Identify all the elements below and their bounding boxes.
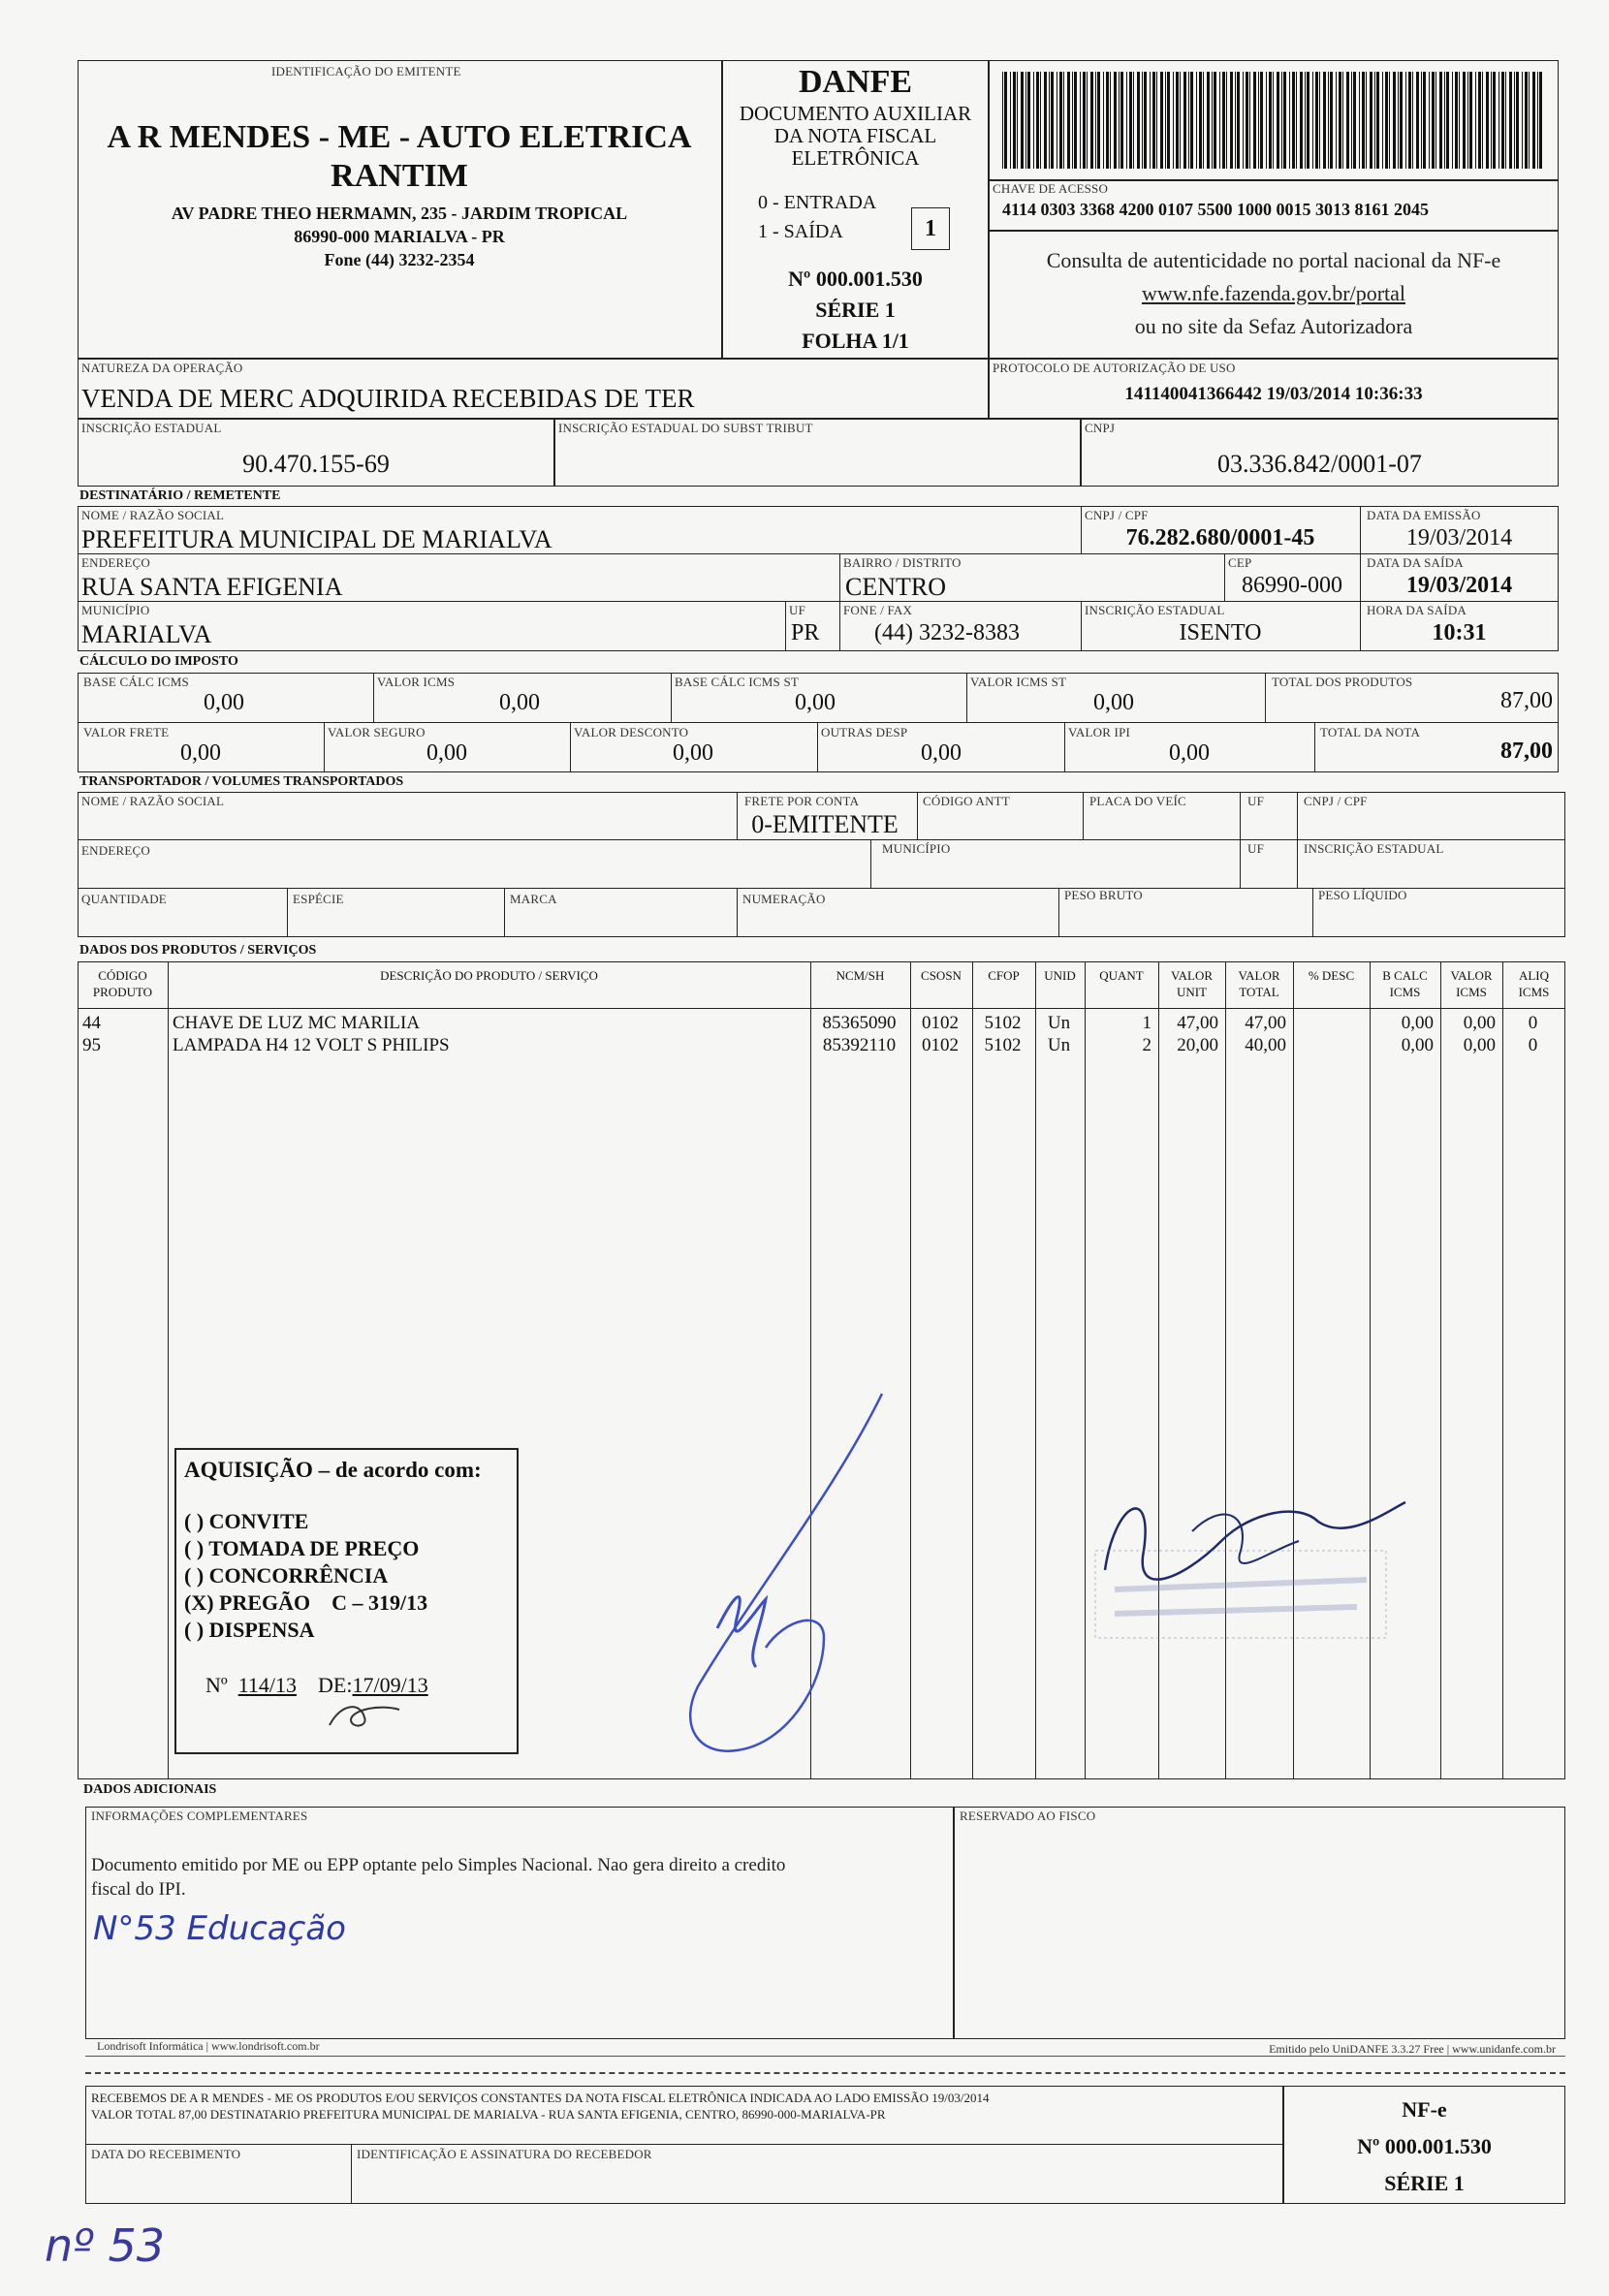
produtos-header-cell: VALOR ICMS bbox=[1450, 968, 1493, 999]
barcode-icon bbox=[1002, 72, 1545, 169]
imp-vl-7 bbox=[817, 722, 818, 772]
emitente-name-line1: A R MENDES - ME - AUTO ELETRICA bbox=[107, 119, 692, 155]
imposto-section: CÁLCULO DO IMPOSTO bbox=[79, 654, 238, 669]
transp-vl-marca bbox=[504, 888, 505, 937]
transp-frete: 0-EMITENTE bbox=[751, 810, 899, 838]
canhoto-text bbox=[91, 2090, 989, 2123]
produtos-header-cell: B CALC ICMS bbox=[1382, 968, 1428, 999]
desconto: 0,00 bbox=[673, 740, 713, 766]
produtos-header-cell: VALOR TOTAL bbox=[1238, 968, 1280, 999]
stamp-initials-icon bbox=[322, 1698, 409, 1733]
dest-cep: 86990-000 bbox=[1242, 573, 1342, 598]
dest-vl-fone bbox=[839, 601, 840, 651]
produtos-cell: Un bbox=[1047, 1035, 1071, 1055]
transp-vl-num bbox=[737, 888, 738, 937]
produtos-cell: LAMPADA H4 12 VOLT S PHILIPS bbox=[173, 1035, 450, 1055]
produtos-cell: 0,00 bbox=[1463, 1035, 1496, 1055]
dest-bairro-caption: BAIRRO / DISTRITO bbox=[843, 555, 962, 570]
produtos-col-line bbox=[972, 961, 973, 1779]
transp-placa-caption: PLACA DO VEÍC bbox=[1089, 794, 1186, 808]
aquisicao-stamp bbox=[174, 1448, 519, 1754]
produtos-cell: 1 bbox=[1142, 1013, 1152, 1033]
danfe-numero-block bbox=[722, 264, 989, 357]
stamp-number-line bbox=[205, 1673, 428, 1698]
produtos-header-cell: ALIQ ICMS bbox=[1518, 968, 1550, 999]
canhoto-mid-line bbox=[85, 2144, 1283, 2145]
produtos-cell: 0 bbox=[1528, 1035, 1538, 1055]
dest-cep-caption: CEP bbox=[1228, 555, 1252, 570]
protocolo-caption: PROTOCOLO DE AUTORIZAÇÃO DE USO bbox=[993, 361, 1236, 375]
transp-qtd-caption: QUANTIDADE bbox=[81, 892, 167, 906]
danfe-numero: Nº 000.001.530 bbox=[788, 267, 923, 291]
transp-line-1 bbox=[78, 839, 1565, 840]
danfe-sub2: DA NOTA FISCAL bbox=[773, 124, 937, 147]
dest-hora: 10:31 bbox=[1432, 620, 1487, 645]
valor-icms-caption: VALOR ICMS bbox=[377, 675, 456, 689]
stamp-opt-concorrencia: ( ) CONCORRÊNCIA bbox=[184, 1563, 389, 1588]
produtos-cell: 40,00 bbox=[1245, 1035, 1286, 1055]
produtos-header-cell: UNID bbox=[1044, 968, 1076, 983]
cnpj-emit-caption: CNPJ bbox=[1085, 421, 1116, 435]
transp-especie-caption: ESPÉCIE bbox=[293, 892, 344, 906]
stamp-num-prefix: Nº bbox=[205, 1673, 228, 1697]
imp-vl-2 bbox=[671, 673, 672, 722]
transp-bruto-caption: PESO BRUTO bbox=[1064, 888, 1143, 902]
total-nota: 87,00 bbox=[1500, 739, 1553, 764]
imp-vl-9 bbox=[1314, 722, 1315, 772]
emitente-street: AV PADRE THEO HERMAMN, 235 - JARDIM TROPICAL bbox=[171, 204, 628, 223]
imp-vl-4 bbox=[1265, 673, 1266, 722]
produtos-header-cell: CÓDIGO PRODUTO bbox=[92, 968, 153, 999]
dest-uf: PR bbox=[791, 620, 820, 645]
info-line2: fiscal do IPI. bbox=[91, 1879, 186, 1900]
frete-caption: VALOR FRETE bbox=[83, 725, 170, 739]
transp-municipio-caption: MUNICÍPIO bbox=[882, 841, 951, 856]
produtos-section: DADOS DOS PRODUTOS / SERVIÇOS bbox=[79, 943, 317, 958]
produtos-cell: 47,00 bbox=[1245, 1013, 1286, 1033]
transp-vl-esp bbox=[287, 888, 288, 937]
bottom-handwritten-note: nº 53 bbox=[45, 2219, 165, 2272]
transp-antt-caption: CÓDIGO ANTT bbox=[923, 794, 1010, 808]
info-text bbox=[91, 1853, 785, 1902]
frete: 0,00 bbox=[180, 740, 221, 766]
produtos-cell: 5102 bbox=[984, 1035, 1022, 1055]
footer-right: Emitido pelo UniDANFE 3.3.27 Free | www.unidanfe.com.br bbox=[1269, 2042, 1556, 2056]
total-nota-caption: TOTAL DA NOTA bbox=[1320, 725, 1421, 739]
transp-ie-caption: INSCRIÇÃO ESTADUAL bbox=[1304, 841, 1444, 856]
desconto-caption: VALOR DESCONTO bbox=[574, 725, 689, 739]
canhoto-line1: RECEBEMOS DE A R MENDES - ME OS PRODUTOS E/OU SERVIÇOS CONSTANTES DA NOTA FISCAL ELETRÔNICA INDICADA AO LADO EMISSÃO 19/03/2014 bbox=[91, 2091, 990, 2105]
canhoto-ident-caption: IDENTIFICAÇÃO E ASSINATURA DO RECEBEDOR bbox=[357, 2147, 652, 2161]
destinatario-section: DESTINATÁRIO / REMETENTE bbox=[79, 488, 281, 503]
dest-ie-caption: INSCRIÇÃO ESTADUAL bbox=[1085, 603, 1225, 617]
ipi-caption: VALOR IPI bbox=[1068, 725, 1131, 739]
protocolo-value: 141140041366442 19/03/2014 10:36:33 bbox=[1124, 384, 1423, 404]
stamp-opt-dispensa: ( ) DISPENSA bbox=[184, 1618, 315, 1642]
transp-nome-caption: NOME / RAZÃO SOCIAL bbox=[81, 794, 225, 808]
produtos-header-cell: VALOR UNIT bbox=[1170, 968, 1214, 999]
outras-caption: OUTRAS DESP bbox=[821, 725, 908, 739]
footer-left: Londrisoft Informática | www.londrisoft.com.br bbox=[97, 2039, 320, 2053]
stamp-options bbox=[184, 1508, 427, 1644]
cut-line bbox=[85, 2072, 1565, 2074]
cnpj-emit-value: 03.336.842/0001-07 bbox=[1217, 450, 1422, 478]
stamp-date: 17/09/13 bbox=[352, 1673, 428, 1697]
base-icms: 0,00 bbox=[204, 690, 244, 715]
base-icms-caption: BASE CÁLC ICMS bbox=[83, 675, 189, 689]
dest-saida-caption: DATA DA SAÍDA bbox=[1367, 555, 1464, 570]
seguro: 0,00 bbox=[426, 740, 467, 766]
consulta-line3: ou no site da Sefaz Autorizadora bbox=[1134, 314, 1413, 338]
canhoto-numero: Nº 000.001.530 bbox=[1357, 2134, 1492, 2158]
canhoto-serie: SÉRIE 1 bbox=[1384, 2171, 1465, 2195]
produtos-cell: 0,00 bbox=[1463, 1013, 1496, 1033]
transportador-section: TRANSPORTADOR / VOLUMES TRANSPORTADOS bbox=[79, 774, 404, 789]
produtos-cell: 5102 bbox=[984, 1013, 1022, 1033]
stamp-pregao-ref: C – 319/13 bbox=[331, 1590, 428, 1615]
transp-vl-placa bbox=[1083, 792, 1084, 839]
produtos-header-cell: CSOSN bbox=[921, 968, 962, 983]
info-caption: INFORMAÇÕES COMPLEMENTARES bbox=[91, 1808, 308, 1823]
stamp-opt-tomada: ( ) TOMADA DE PREÇO bbox=[184, 1536, 420, 1560]
dest-bairro: CENTRO bbox=[845, 573, 946, 601]
dest-vl-bairro bbox=[839, 553, 840, 601]
consulta-line1: Consulta de autenticidade no portal nacional da NF-e bbox=[1046, 248, 1501, 272]
canhoto-nfe-block bbox=[1283, 2092, 1565, 2202]
transp-vl-antt bbox=[917, 792, 918, 839]
emitente-phone: Fone (44) 3232-2354 bbox=[324, 250, 475, 269]
transp-endereco-caption: ENDEREÇO bbox=[81, 843, 150, 858]
produtos-header-cell: DESCRIÇÃO DO PRODUTO / SERVIÇO bbox=[380, 968, 598, 983]
danfe-title: DANFE bbox=[798, 64, 913, 100]
handwritten-note: N°53 Educação bbox=[93, 1909, 346, 1948]
stamp-de-prefix: DE: bbox=[318, 1673, 353, 1697]
produtos-col-line bbox=[1440, 961, 1441, 1779]
fisco-box bbox=[954, 1807, 1565, 2039]
produtos-cell: 0,00 bbox=[1401, 1035, 1434, 1055]
produtos-cell: 0 bbox=[1528, 1013, 1538, 1033]
valor-icms: 0,00 bbox=[499, 690, 540, 715]
produtos-cell: 85365090 bbox=[822, 1013, 897, 1033]
dest-cnpj-caption: CNPJ / CPF bbox=[1085, 508, 1149, 522]
stamp-opt-convite: ( ) CONVITE bbox=[184, 1509, 309, 1533]
produtos-cell: 47,00 bbox=[1177, 1013, 1218, 1033]
adicionais-section: DADOS ADICIONAIS bbox=[83, 1782, 217, 1797]
danfe-tipo-box bbox=[911, 207, 950, 250]
dest-emissao: 19/03/2014 bbox=[1405, 525, 1513, 550]
base-st-caption: BASE CÁLC ICMS ST bbox=[675, 675, 800, 689]
ipi: 0,00 bbox=[1169, 740, 1210, 766]
transp-numeracao-caption: NUMERAÇÃO bbox=[742, 892, 826, 906]
dest-municipio-caption: MUNICÍPIO bbox=[81, 603, 150, 617]
natureza-caption: NATUREZA DA OPERAÇÃO bbox=[81, 361, 243, 375]
canhoto-line2: VALOR TOTAL 87,00 DESTINATARIO PREFEITURA MUNICIPAL DE MARIALVA - RUA SANTA EFIGENIA, CENTRO, 86990-000-MARIALVA-PR bbox=[91, 2107, 886, 2122]
canhoto-data-caption: DATA DO RECEBIMENTO bbox=[91, 2147, 241, 2161]
emitente-caption: IDENTIFICAÇÃO DO EMITENTE bbox=[271, 64, 461, 79]
transp-frete-caption: FRETE POR CONTA bbox=[744, 794, 860, 808]
produtos-col-line bbox=[1035, 961, 1036, 1779]
danfe-sub1: DOCUMENTO AUXILIAR bbox=[739, 102, 972, 125]
stamp-title: AQUISIÇÃO – de acordo com: bbox=[184, 1458, 482, 1482]
produtos-cell: 95 bbox=[82, 1035, 101, 1055]
produtos-cell: 2 bbox=[1142, 1035, 1152, 1055]
stamp-pregao-label: (X) PREGÃO bbox=[184, 1590, 311, 1615]
imp-vl-6 bbox=[570, 722, 571, 772]
signature-stamp-icon bbox=[1076, 1444, 1425, 1657]
dest-cnpj: 76.282.680/0001-45 bbox=[1125, 525, 1315, 550]
inscricao-value: 90.470.155-69 bbox=[242, 450, 390, 478]
imp-vl-3 bbox=[966, 673, 967, 722]
produtos-col-line bbox=[1502, 961, 1503, 1779]
produtos-cell: Un bbox=[1047, 1013, 1071, 1033]
danfe-folha: FOLHA 1/1 bbox=[802, 329, 909, 353]
dest-hora-caption: HORA DA SAÍDA bbox=[1367, 603, 1467, 617]
transp-vl-bruto bbox=[1058, 888, 1059, 937]
ie-st-caption: INSCRIÇÃO ESTADUAL DO SUBST TRIBUT bbox=[558, 421, 813, 435]
stamp-opt-pregao bbox=[184, 1589, 427, 1617]
info-line1: Documento emitido por ME ou EPP optante pelo Simples Nacional. Nao gera direito a credito bbox=[91, 1855, 786, 1875]
base-st: 0,00 bbox=[795, 690, 836, 715]
emitente-address bbox=[79, 202, 719, 271]
chave-caption: CHAVE DE ACESSO bbox=[993, 181, 1109, 196]
transp-marca-caption: MARCA bbox=[510, 892, 557, 906]
produtos-cell: 0102 bbox=[922, 1035, 959, 1055]
dest-vl-uf bbox=[785, 601, 786, 651]
produtos-cell: 0102 bbox=[922, 1013, 959, 1033]
seguro-caption: VALOR SEGURO bbox=[328, 725, 426, 739]
dest-endereco-caption: ENDEREÇO bbox=[81, 555, 150, 570]
produtos-header-cell: CFOP bbox=[988, 968, 1020, 983]
produtos-cell: 20,00 bbox=[1177, 1035, 1218, 1055]
dest-saida: 19/03/2014 bbox=[1405, 573, 1513, 598]
emitente-city: 86990-000 MARIALVA - PR bbox=[294, 227, 505, 246]
valor-st: 0,00 bbox=[1093, 690, 1134, 715]
dest-endereco: RUA SANTA EFIGENIA bbox=[81, 573, 343, 601]
produtos-cell: 44 bbox=[82, 1013, 101, 1033]
produtos-col-line bbox=[168, 961, 169, 1779]
canhoto-nfe: NF-e bbox=[1402, 2097, 1447, 2122]
valor-st-caption: VALOR ICMS ST bbox=[970, 675, 1067, 689]
natureza-value: VENDA DE MERC ADQUIRIDA RECEBIDAS DE TER bbox=[81, 384, 695, 413]
consulta-portal-link[interactable]: www.nfe.fazenda.gov.br/portal bbox=[1141, 281, 1406, 305]
transp-liquido-caption: PESO LÍQUIDO bbox=[1318, 888, 1407, 902]
danfe-subtitle bbox=[722, 103, 989, 170]
produtos-header-cell: NCM/SH bbox=[836, 968, 885, 983]
total-prod-caption: TOTAL DOS PRODUTOS bbox=[1272, 675, 1413, 689]
dest-ie: ISENTO bbox=[1179, 620, 1262, 645]
canhoto-vl bbox=[351, 2144, 352, 2204]
produtos-cell: 0,00 bbox=[1401, 1013, 1434, 1033]
transp-uf-caption: UF bbox=[1247, 794, 1265, 808]
total-prod: 87,00 bbox=[1500, 688, 1553, 713]
fisco-caption: RESERVADO AO FISCO bbox=[960, 1808, 1096, 1823]
footer-line bbox=[85, 2056, 1565, 2057]
chave-value: 4114 0303 3368 4200 0107 5500 1000 0015 3013 8161 2045 bbox=[1002, 200, 1430, 219]
emitente-name-line2: RANTIM bbox=[331, 158, 468, 194]
produtos-cell: 85392110 bbox=[822, 1035, 897, 1055]
transp-cnpj-caption: CNPJ / CPF bbox=[1304, 794, 1368, 808]
danfe-sub3: ELETRÔNICA bbox=[791, 146, 920, 170]
dest-nome: PREFEITURA MUNICIPAL DE MARIALVA bbox=[81, 525, 552, 553]
inscricao-caption: INSCRIÇÃO ESTADUAL bbox=[81, 421, 222, 435]
stamp-num: 114/13 bbox=[237, 1673, 298, 1697]
imp-vl-8 bbox=[1064, 722, 1065, 772]
transp-vl-liq bbox=[1312, 888, 1313, 937]
imp-vl-1 bbox=[373, 673, 374, 722]
imposto-mid-line bbox=[78, 722, 1559, 723]
emitente-name bbox=[79, 118, 719, 196]
transp-uf2-caption: UF bbox=[1247, 841, 1265, 856]
dest-fone-caption: FONE / FAX bbox=[843, 603, 913, 617]
danfe-entrada: 0 - ENTRADA bbox=[758, 192, 877, 213]
danfe-saida: 1 - SAÍDA bbox=[758, 221, 843, 242]
produtos-header-line bbox=[78, 1008, 1565, 1009]
produtos-cell: CHAVE DE LUZ MC MARILIA bbox=[173, 1013, 421, 1033]
transp-vl-uf1 bbox=[1240, 792, 1241, 888]
dest-emissao-caption: DATA DA EMISSÃO bbox=[1367, 508, 1481, 522]
consulta-text bbox=[989, 244, 1559, 343]
dest-nome-caption: NOME / RAZÃO SOCIAL bbox=[81, 508, 225, 522]
imp-vl-5 bbox=[324, 722, 325, 772]
transp-vl-cnpj bbox=[1297, 792, 1298, 888]
signature-blue-icon bbox=[640, 1376, 911, 1764]
produtos-header-cell: % DESC bbox=[1308, 968, 1355, 983]
transp-vl-mun bbox=[870, 839, 871, 888]
dest-municipio: MARIALVA bbox=[81, 620, 212, 648]
dest-fone: (44) 3232-8383 bbox=[874, 620, 1020, 645]
danfe-serie: SÉRIE 1 bbox=[815, 298, 896, 322]
dest-uf-caption: UF bbox=[789, 603, 806, 617]
outras: 0,00 bbox=[921, 740, 962, 766]
produtos-header-cell: QUANT bbox=[1099, 968, 1144, 983]
danfe-tipo: 1 bbox=[925, 216, 936, 241]
